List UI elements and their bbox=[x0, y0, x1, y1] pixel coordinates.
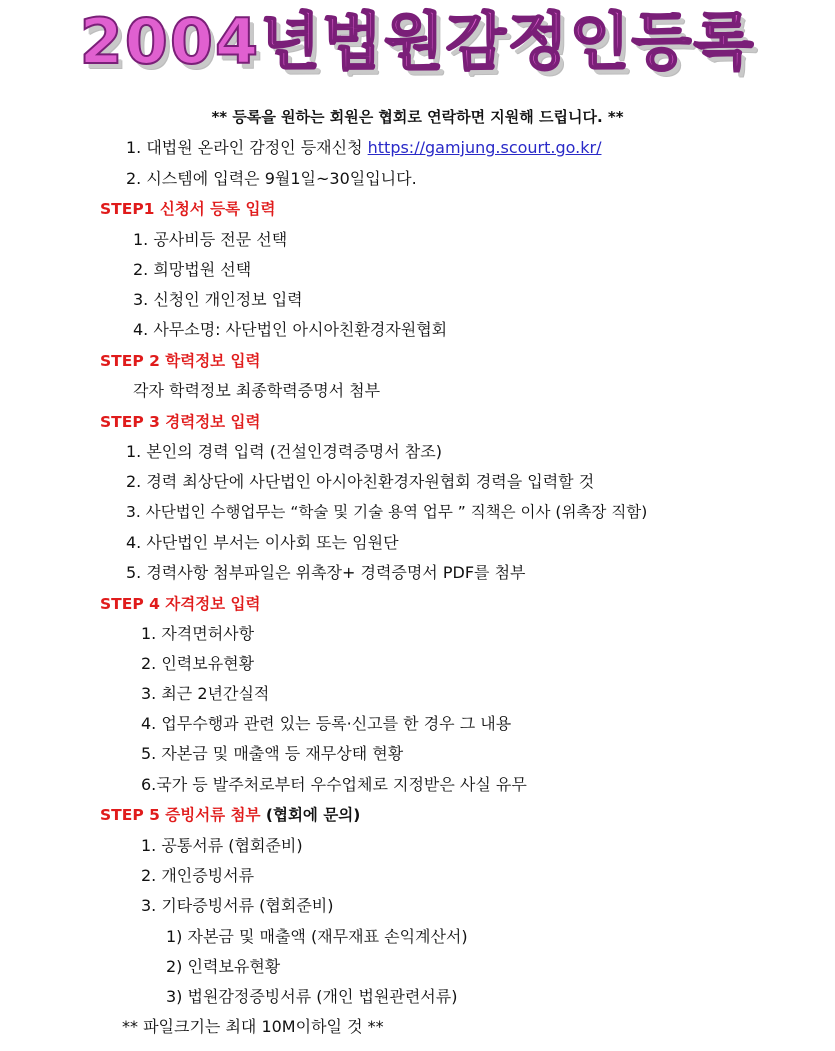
step3-item-3: 3. 사단법인 수행업무는 “학술 및 기술 용역 업무 ” 직책은 이사 (위촉장 직함) bbox=[126, 503, 648, 521]
step1-heading: STEP1 신청서 등록 입력 bbox=[100, 200, 276, 218]
step1-item-1: 1. 공사비등 전문 선택 bbox=[133, 230, 288, 249]
step5-heading-suffix: (협회에 문의) bbox=[260, 806, 361, 824]
step5-subitem-3: 3) 법원감정증빙서류 (개인 법원관련서류) bbox=[166, 987, 458, 1006]
step4-item-6: 6.국가 등 발주처로부터 우수업체로 지정받은 사실 유무 bbox=[141, 775, 527, 794]
step1-item-4: 4. 사무소명: 사단법인 아시아친환경자원협회 bbox=[133, 320, 448, 339]
step2-heading: STEP 2 학력정보 입력 bbox=[100, 352, 261, 370]
step1-item-3: 3. 신청인 개인정보 입력 bbox=[133, 290, 303, 309]
step3-item-2: 2. 경력 최상단에 사단법인 아시아친환경자원협회 경력을 입력할 것 bbox=[126, 472, 595, 491]
step5-subitem-2: 2) 인력보유현황 bbox=[166, 957, 281, 976]
step4-item-1: 1. 자격면허사항 bbox=[141, 624, 255, 643]
intro-item-1-text: 1. 대법원 온라인 감정인 등재신청 bbox=[126, 138, 368, 157]
step4-heading: STEP 4 자격정보 입력 bbox=[100, 595, 261, 613]
intro-item-1 bbox=[126, 137, 601, 159]
step5-item-3: 3. 기타증빙서류 (협회준비) bbox=[141, 896, 334, 915]
step3-item-1: 1. 본인의 경력 입력 (건설인경력증명서 참조) bbox=[126, 442, 442, 461]
step5-item-2: 2. 개인증빙서류 bbox=[141, 866, 255, 885]
step2-item-1: 각자 학력정보 최종학력증명서 첨부 bbox=[133, 381, 381, 400]
notice-text: ** 등록을 원하는 회원은 협회로 연락하면 지원해 드립니다. ** bbox=[211, 108, 624, 126]
step5-heading-label: STEP 5 증빙서류 첨부 bbox=[100, 806, 261, 824]
page-title: 2004년법원감정인등록 bbox=[79, 5, 756, 78]
intro-item-2: 2. 시스템에 입력은 9월1일~30일입니다. bbox=[126, 169, 417, 188]
step5-item-1: 1. 공통서류 (협회준비) bbox=[141, 836, 303, 855]
step5-heading bbox=[100, 804, 360, 826]
step4-item-3: 3. 최근 2년간실적 bbox=[141, 684, 270, 703]
footer-note: ** 파일크기는 최대 10M이하일 것 ** bbox=[122, 1017, 384, 1036]
step3-item-4: 4. 사단법인 부서는 이사회 또는 임원단 bbox=[126, 533, 399, 552]
step4-item-4: 4. 업무수행과 관련 있는 등록·신고를 한 경우 그 내용 bbox=[141, 714, 512, 733]
step1-item-2: 2. 희망법원 선택 bbox=[133, 260, 252, 279]
registration-link[interactable]: https://gamjung.scourt.go.kr/ bbox=[367, 138, 602, 157]
step5-subitem-1: 1) 자본금 및 매출액 (재무재표 손익계산서) bbox=[166, 927, 468, 946]
step3-heading: STEP 3 경력정보 입력 bbox=[100, 413, 261, 431]
step3-item-5: 5. 경력사항 첨부파일은 위촉장+ 경력증명서 PDF를 첨부 bbox=[126, 563, 526, 582]
step4-item-5: 5. 자본금 및 매출액 등 재무상태 현황 bbox=[141, 744, 404, 763]
step4-item-2: 2. 인력보유현황 bbox=[141, 654, 255, 673]
